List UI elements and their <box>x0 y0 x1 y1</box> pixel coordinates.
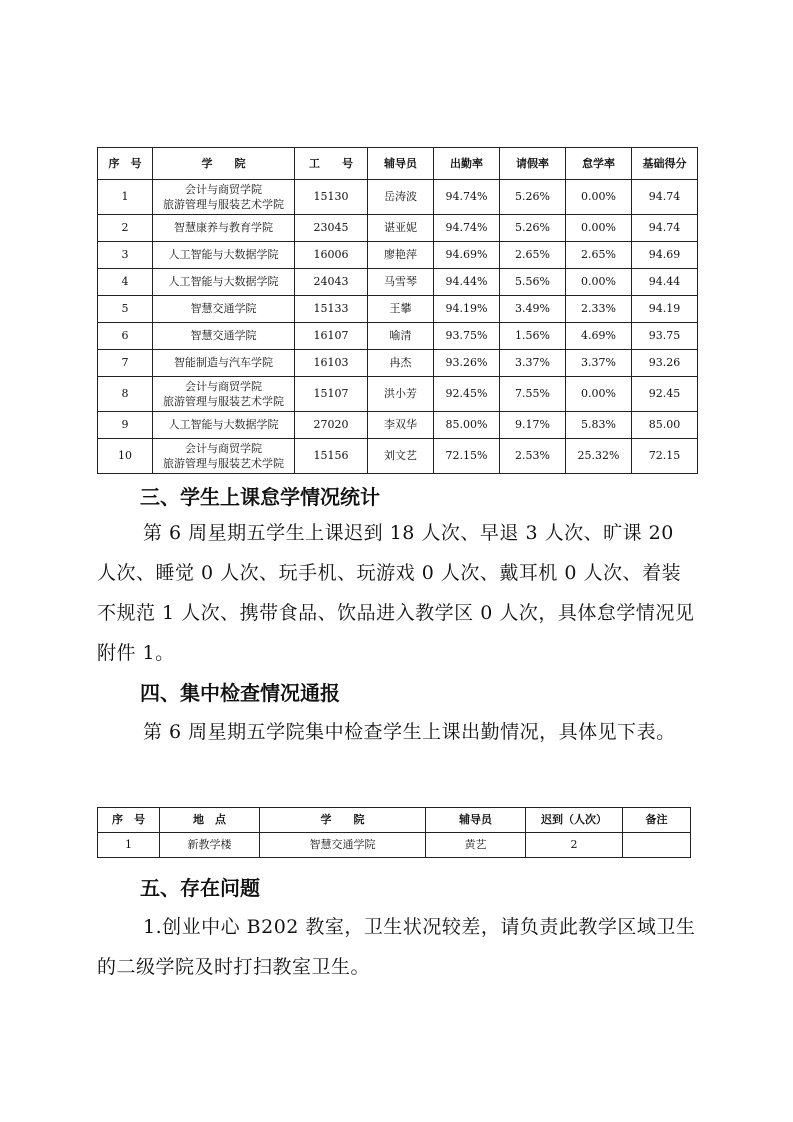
cell-truancy: 2.33% <box>566 296 632 323</box>
college-name: 会计与商贸学院 <box>185 380 262 393</box>
counselor-attendance-table <box>97 147 698 474</box>
cell-id: 16103 <box>295 350 368 377</box>
cell-note <box>623 833 691 858</box>
cell-attendance: 93.26% <box>434 350 500 377</box>
college-name: 人工智能与大数据学院 <box>168 248 279 261</box>
cell-truancy: 0.00% <box>566 215 632 242</box>
cell-college: 智慧交通学院 <box>260 833 426 858</box>
header-leave: 请假率 <box>500 148 566 180</box>
cell-score: 93.75 <box>632 323 698 350</box>
cell-counselor: 廖艳萍 <box>368 242 434 269</box>
cell-counselor: 洪小芳 <box>368 377 434 412</box>
cell-truancy: 4.69% <box>566 323 632 350</box>
college-name: 旅游管理与服装艺术学院 <box>163 395 284 408</box>
cell-no: 8 <box>98 377 153 412</box>
cell-score: 94.69 <box>632 242 698 269</box>
cell-truancy: 2.65% <box>566 242 632 269</box>
cell-id: 24043 <box>295 269 368 296</box>
cell-leave: 1.56% <box>500 323 566 350</box>
cell-attendance: 94.74% <box>434 215 500 242</box>
college-name: 旅游管理与服装艺术学院 <box>163 457 284 470</box>
section4-paragraph: 第 6 周星期五学院集中检查学生上课出勤情况，具体见下表。 <box>143 721 676 743</box>
cell-score: 93.26 <box>632 350 698 377</box>
cell-no: 1 <box>98 833 160 858</box>
cell-attendance: 72.15% <box>434 439 500 474</box>
cell-leave: 3.37% <box>500 350 566 377</box>
header-note: 备注 <box>623 808 691 833</box>
cell-score: 85.00 <box>632 412 698 439</box>
cell-score: 92.45 <box>632 377 698 412</box>
cell-attendance: 94.74% <box>434 180 500 215</box>
cell-college <box>153 296 295 323</box>
header-counselor: 辅导员 <box>426 808 526 833</box>
cell-leave: 5.26% <box>500 180 566 215</box>
cell-no: 1 <box>98 180 153 215</box>
cell-no: 10 <box>98 439 153 474</box>
cell-college <box>153 377 295 412</box>
header-location: 地 点 <box>160 808 260 833</box>
cell-college <box>153 323 295 350</box>
table-row <box>98 833 691 858</box>
cell-attendance: 85.00% <box>434 412 500 439</box>
section5-paragraph: 1.创业中心 B202 教室，卫生状况较差，请负责此教学区域卫生的二级学院及时打扫教室卫生。 <box>97 916 696 978</box>
cell-no: 3 <box>98 242 153 269</box>
cell-truancy: 0.00% <box>566 180 632 215</box>
cell-attendance: 94.69% <box>434 242 500 269</box>
cell-id: 15107 <box>295 377 368 412</box>
cell-college <box>153 412 295 439</box>
cell-truancy: 5.83% <box>566 412 632 439</box>
cell-truancy: 25.32% <box>566 439 632 474</box>
cell-no: 4 <box>98 269 153 296</box>
cell-attendance: 94.19% <box>434 296 500 323</box>
cell-college <box>153 350 295 377</box>
cell-attendance: 94.44% <box>434 269 500 296</box>
cell-college <box>153 269 295 296</box>
inspection-table <box>97 807 691 858</box>
cell-truancy: 0.00% <box>566 269 632 296</box>
college-name: 智慧交通学院 <box>190 329 257 342</box>
header-attendance: 出勤率 <box>434 148 500 180</box>
cell-score: 94.74 <box>632 215 698 242</box>
cell-score: 94.74 <box>632 180 698 215</box>
cell-id: 15156 <box>295 439 368 474</box>
cell-counselor: 李双华 <box>368 412 434 439</box>
header-no: 序 号 <box>98 808 160 833</box>
cell-counselor: 马雪琴 <box>368 269 434 296</box>
header-college: 学 院 <box>260 808 426 833</box>
table-row <box>98 412 698 439</box>
cell-truancy: 3.37% <box>566 350 632 377</box>
cell-leave: 3.49% <box>500 296 566 323</box>
header-score: 基础得分 <box>632 148 698 180</box>
cell-attendance: 93.75% <box>434 323 500 350</box>
college-name: 会计与商贸学院 <box>185 442 262 455</box>
section4-heading: 四、集中检查情况通报 <box>140 681 340 705</box>
college-name: 人工智能与大数据学院 <box>168 275 279 288</box>
cell-no: 7 <box>98 350 153 377</box>
table-row <box>98 439 698 474</box>
cell-counselor: 刘文艺 <box>368 439 434 474</box>
cell-counselor: 谌亚妮 <box>368 215 434 242</box>
cell-leave: 5.56% <box>500 269 566 296</box>
table-row <box>98 180 698 215</box>
header-college: 学 院 <box>153 148 295 180</box>
section5-heading: 五、存在问题 <box>140 876 260 900</box>
cell-leave: 5.26% <box>500 215 566 242</box>
table-row <box>98 215 698 242</box>
college-name: 人工智能与大数据学院 <box>168 418 279 431</box>
cell-college <box>153 180 295 215</box>
college-name: 旅游管理与服装艺术学院 <box>163 198 284 211</box>
cell-id: 16006 <box>295 242 368 269</box>
table-row <box>98 323 698 350</box>
cell-counselor: 冉杰 <box>368 350 434 377</box>
cell-counselor: 喻清 <box>368 323 434 350</box>
section3-paragraph: 第 6 周星期五学生上课迟到 18 人次、早退 3 人次、旷课 20 人次、睡觉 0 人次、玩手机、玩游戏 0 人次、戴耳机 0 人次、着装不规范 1 人次、携带食品、饮品进入教学区 0 人次，具体怠学情况见附件 1。 <box>97 522 695 664</box>
cell-leave: 2.53% <box>500 439 566 474</box>
cell-late: 2 <box>526 833 623 858</box>
table-row <box>98 269 698 296</box>
header-counselor: 辅导员 <box>368 148 434 180</box>
cell-no: 6 <box>98 323 153 350</box>
cell-attendance: 92.45% <box>434 377 500 412</box>
table-header-row <box>98 808 691 833</box>
cell-college <box>153 215 295 242</box>
cell-leave: 7.55% <box>500 377 566 412</box>
header-truancy: 怠学率 <box>566 148 632 180</box>
section3-heading: 三、学生上课怠学情况统计 <box>140 485 380 509</box>
cell-id: 15133 <box>295 296 368 323</box>
college-name: 智能制造与汽车学院 <box>174 356 273 369</box>
cell-counselor: 黄艺 <box>426 833 526 858</box>
header-no: 序 号 <box>98 148 153 180</box>
cell-counselor: 岳涛波 <box>368 180 434 215</box>
cell-no: 9 <box>98 412 153 439</box>
college-name: 智慧交通学院 <box>190 302 257 315</box>
cell-no: 5 <box>98 296 153 323</box>
table-row <box>98 242 698 269</box>
table-header-row <box>98 148 698 180</box>
cell-leave: 9.17% <box>500 412 566 439</box>
cell-score: 72.15 <box>632 439 698 474</box>
cell-id: 15130 <box>295 180 368 215</box>
cell-location: 新教学楼 <box>160 833 260 858</box>
table-row <box>98 350 698 377</box>
cell-college <box>153 439 295 474</box>
cell-id: 16107 <box>295 323 368 350</box>
college-name: 会计与商贸学院 <box>185 183 262 196</box>
cell-counselor: 王攀 <box>368 296 434 323</box>
cell-score: 94.44 <box>632 269 698 296</box>
cell-id: 27020 <box>295 412 368 439</box>
header-id: 工 号 <box>295 148 368 180</box>
cell-no: 2 <box>98 215 153 242</box>
cell-score: 94.19 <box>632 296 698 323</box>
college-name: 智慧康养与教育学院 <box>174 221 273 234</box>
cell-truancy: 0.00% <box>566 377 632 412</box>
header-late: 迟到（人次） <box>526 808 623 833</box>
cell-id: 23045 <box>295 215 368 242</box>
cell-leave: 2.65% <box>500 242 566 269</box>
cell-college <box>153 242 295 269</box>
table-row <box>98 377 698 412</box>
table-row <box>98 296 698 323</box>
